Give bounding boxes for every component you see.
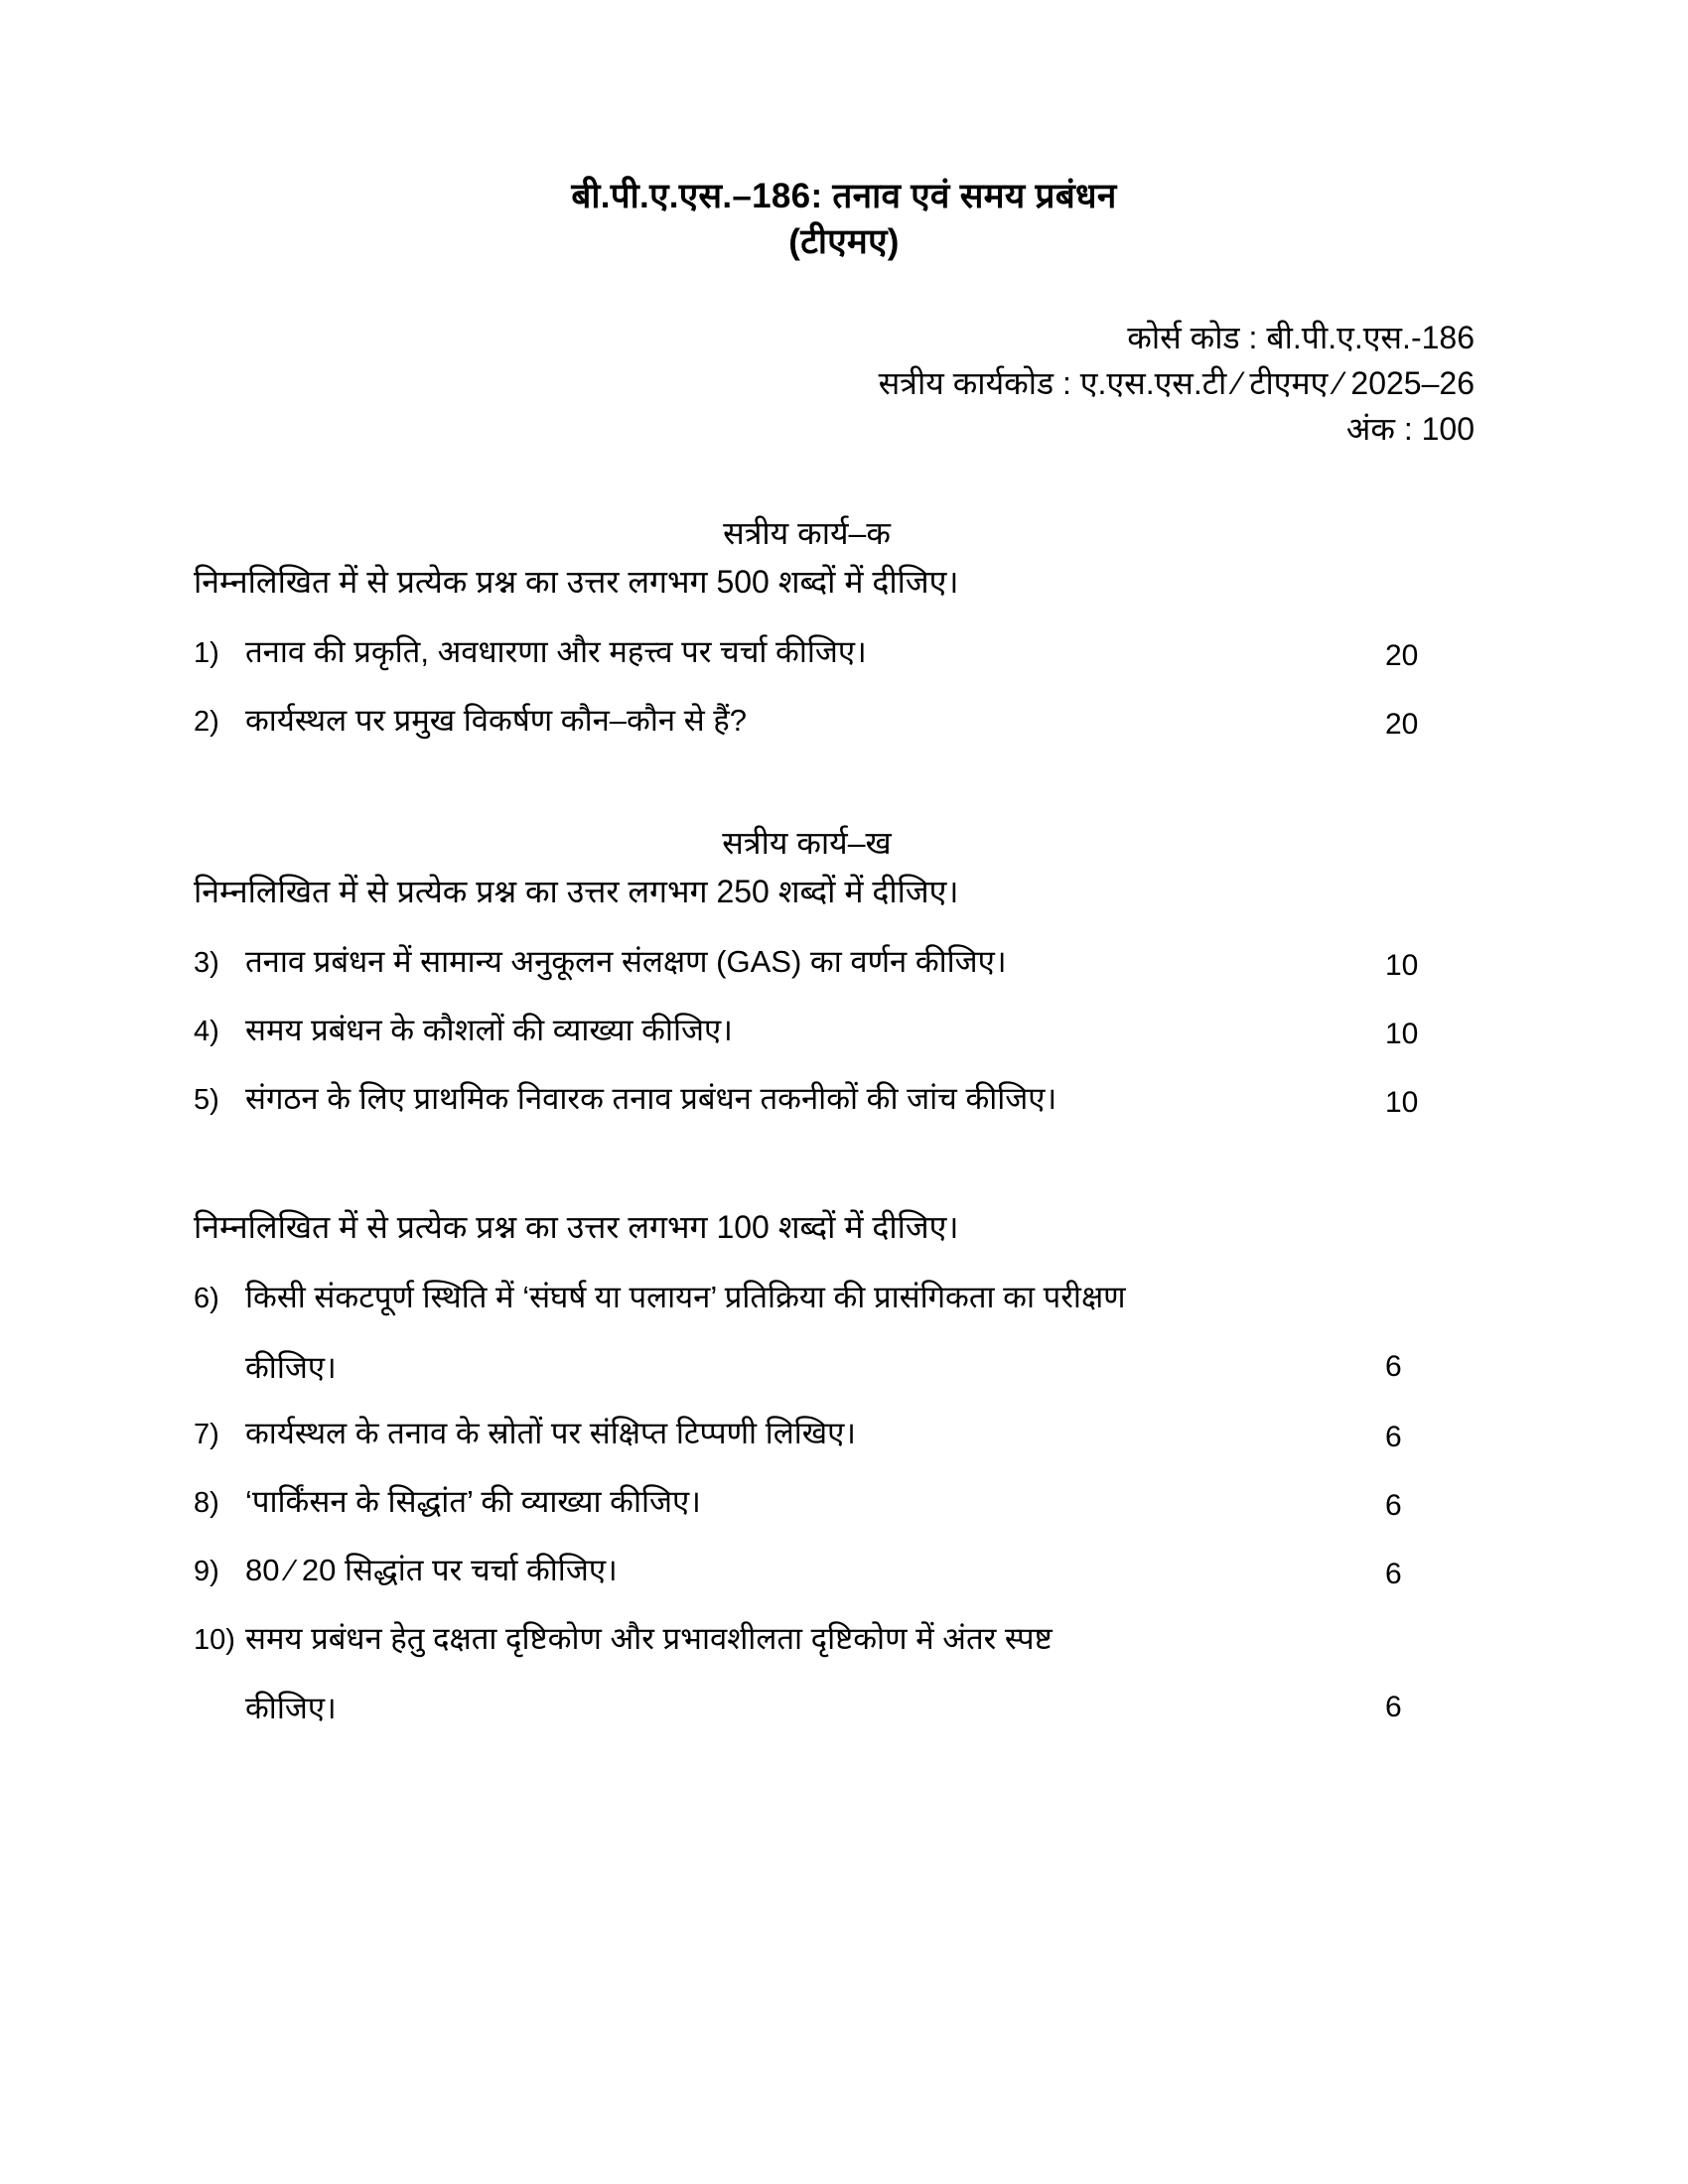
- question-list-b: [194, 942, 1475, 1122]
- question-marks: 10: [1385, 1086, 1419, 1120]
- question-row: [194, 1619, 1475, 1729]
- question-number: 3): [194, 947, 219, 980]
- question-row: [194, 1278, 1475, 1388]
- question-text: कार्यस्थल के तनाव के स्रोतों पर संक्षिप्त टिप्पणी लिखिए।: [245, 1415, 857, 1450]
- title-line-1: बी.पी.ए.एस.–186: तनाव एवं समय प्रबंधन: [571, 177, 1117, 215]
- question-text: तनाव की प्रकृति, अवधारणा और महत्त्व पर चर्चा कीजिए।: [245, 634, 867, 670]
- question-number: 7): [194, 1418, 219, 1450]
- section-instruction-a: निम्नलिखित में से प्रत्येक प्रश्न का उत्तर लगभग 500 शब्दों में दीजिए।: [194, 564, 959, 601]
- question-text-line-2: कीजिए।: [245, 1691, 337, 1726]
- question-text-line-2: कीजिए।: [245, 1349, 337, 1385]
- question-row: [194, 701, 1475, 744]
- question-number: 4): [194, 1016, 219, 1048]
- question-marks: 20: [1385, 708, 1419, 742]
- question-text: 80 ⁄ 20 सिद्धांत पर चर्चा कीजिए।: [245, 1552, 618, 1587]
- question-text: कार्यस्थल पर प्रमुख विकर्षण कौन–कौन से हैं?: [245, 703, 747, 739]
- question-number: 6): [194, 1283, 219, 1315]
- section-instruction-b: निम्नलिखित में से प्रत्येक प्रश्न का उत्तर लगभग 250 शब्दों में दीजिए।: [194, 874, 959, 910]
- question-number: 2): [194, 706, 219, 739]
- question-text-line-1: किसी संकटपूर्ण स्थिति में ‘संघर्ष या पलायन’ प्रतिक्रिया की प्रासंगिकता का परीक्षण: [245, 1280, 1126, 1315]
- section-heading-a: सत्रीय कार्य–क: [723, 515, 891, 552]
- question-number: 10): [194, 1623, 235, 1656]
- max-marks: अंक : 100: [1345, 410, 1475, 447]
- course-meta-block: [194, 316, 1475, 452]
- question-row: [194, 1551, 1475, 1593]
- question-text: [245, 1619, 1385, 1729]
- question-marks: 6: [1385, 1488, 1402, 1522]
- question-marks: 6: [1385, 1691, 1402, 1724]
- question-marks: 10: [1385, 949, 1419, 983]
- page-title: [194, 174, 1475, 264]
- assignment-code: सत्रीय कार्यकोड : ए.एस.एस.टी ⁄ टीएमए ⁄ 2025–26: [878, 364, 1475, 401]
- question-marks: 10: [1385, 1018, 1419, 1051]
- question-text: [245, 1278, 1385, 1388]
- question-row: [194, 632, 1475, 675]
- question-list-a: [194, 632, 1475, 744]
- question-number: 8): [194, 1486, 219, 1519]
- section-instruction-c: निम्नलिखित में से प्रत्येक प्रश्न का उत्तर लगभग 100 शब्दों में दीजिए।: [194, 1209, 959, 1246]
- question-marks: 6: [1385, 1420, 1402, 1453]
- question-row: [194, 1079, 1475, 1122]
- question-marks: 20: [1385, 639, 1419, 673]
- question-number: 9): [194, 1555, 219, 1587]
- question-text-line-1: समय प्रबंधन हेतु दक्षता दृष्टिकोण और प्रभावशीलता दृष्टिकोण में अंतर स्पष्ट: [245, 1620, 1053, 1656]
- question-row: [194, 1414, 1475, 1456]
- question-number: 1): [194, 637, 219, 670]
- question-marks: 6: [1385, 1349, 1402, 1383]
- question-row: [194, 1011, 1475, 1053]
- question-text: ‘पार्किंसन के सिद्धांत’ की व्याख्या कीजिए।: [245, 1483, 701, 1519]
- question-text: संगठन के लिए प्राथमिक निवारक तनाव प्रबंधन तकनीकों की जांच कीजिए।: [245, 1081, 1057, 1117]
- question-text: समय प्रबंधन के कौशलों की व्याख्या कीजिए।: [245, 1013, 733, 1048]
- question-row: [194, 1482, 1475, 1525]
- question-marks: 6: [1385, 1557, 1402, 1590]
- question-list-c: [194, 1278, 1475, 1728]
- section-heading-b: सत्रीय कार्य–ख: [722, 825, 892, 862]
- question-text: तनाव प्रबंधन में सामान्य अनुकूलन संलक्षण (GAS) का वर्णन कीजिए।: [245, 944, 1007, 980]
- question-number: 5): [194, 1084, 219, 1117]
- title-line-2: (टीएमए): [788, 221, 900, 261]
- question-row: [194, 942, 1475, 985]
- course-code: कोर्स कोड : बी.पी.ए.एस.-186: [1127, 320, 1475, 355]
